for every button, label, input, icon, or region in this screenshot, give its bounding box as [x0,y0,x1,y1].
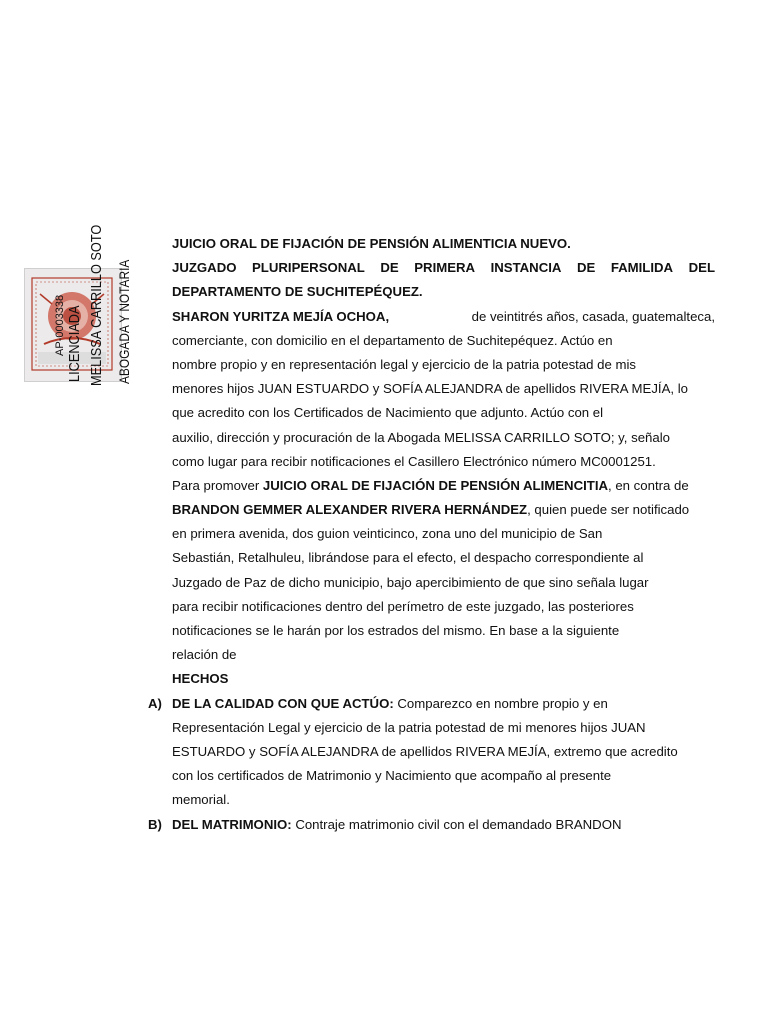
list-item-heading: DE LA CALIDAD CON QUE ACTÚO: [172,695,394,711]
paragraph-line: auxilio, dirección y procuración de la Abogada MELISSA CARRILLO SOTO; y, señalo [172,429,670,445]
paragraph-line: Juzgado de Paz de dicho municipio, bajo apercibimiento de que sino señala lugar [172,574,649,590]
paragraph-text: , en contra de [608,477,689,493]
paragraph-line [172,498,715,522]
list-label: A) [148,695,162,711]
paragraph-line: comerciante, con domicilio en el departamento de Suchitepéquez. Actúo en [172,332,613,348]
defendant-name: BRANDON GEMMER ALEXANDER RIVERA HERNÁNDEZ [172,502,528,518]
paragraph-line: Sebastián, Retalhuleu, librándose para el efecto, el despacho correspondiente al [172,550,644,566]
paragraph-line: como lugar para recibir notificaciones el Casillero Electrónico número MC0001251. [172,453,656,469]
court-word: DE [576,260,596,276]
court-word: PRIMERA [414,260,476,276]
list-label: B) [148,816,162,832]
paragraph-line: ESTUARDO y SOFÍA ALEJANDRA de apellidos RIVERA MEJÍA, extremo que acredito [172,743,678,759]
paragraph-line [172,305,715,329]
court-word: FAMILIDA [610,260,674,276]
paragraph-text: Para promover [172,477,260,493]
stamp-title: LICENCIADA [66,305,83,382]
court-line-2: DEPARTAMENTO DE SUCHITEPÉQUEZ. [172,284,423,300]
paragraph-line [172,474,715,498]
court-word: DE [380,260,399,276]
court-line-1 [172,256,715,280]
paragraph-text: Contraje matrimonio civil con el demandado BRANDON [295,816,622,832]
stamp-role: ABOGADA Y NOTARIA [116,259,132,384]
court-word: DEL [688,260,715,276]
notary-stamp [24,224,132,386]
stamp-name: MELISSA CARRILLO SOTO [88,224,105,386]
paragraph-line: en primera avenida, dos guion veinticinco, zona uno del municipio de San [172,526,603,542]
court-word: PLURIPERSONAL [252,260,365,276]
paragraph-line: memorial. [172,792,230,808]
paragraph-line: notificaciones se le harán por los estrados del mismo. En base a la siguiente [172,623,620,638]
plaintiff-name: SHARON YURITZA MEJÍA OCHOA, [172,308,390,324]
paragraph-line: que acredito con los Certificados de Nacimiento que adjunto. Actúo con el [172,405,604,421]
paragraph-line: para recibir notificaciones dentro del perímetro de este juzgado, las posteriores [172,598,634,614]
paragraph-text: Comparezco en nombre propio y en [397,695,608,711]
paragraph-text: , quien puede ser notificado [527,502,690,518]
list-item-b [148,813,715,837]
section-heading: HECHOS [172,671,229,687]
paragraph-line: con los certificados de Matrimonio y Nacimiento que acompaño al presente [172,768,612,784]
document-body [148,232,715,837]
paragraph-line: relación de [172,647,237,663]
paragraph-text: de veintitrés años, casada, guatemalteca, [471,308,715,324]
document-title: JUICIO ORAL DE FIJACIÓN DE PENSIÓN ALIMENTICIA NUEVO. [172,236,571,251]
stamp-code: AP-0003338 [54,294,66,356]
paragraph-line: Representación Legal y ejercicio de la patria potestad de mi menores hijos JUAN [172,719,646,735]
case-type: JUICIO ORAL DE FIJACIÓN DE PENSIÓN ALIMENCITIA [262,477,609,493]
list-item-heading: DEL MATRIMONIO: [172,816,292,832]
paragraph-line: nombre propio y en representación legal y ejercicio de la patria potestad de mis [172,356,637,372]
list-item-a [148,692,715,716]
court-word: JUZGADO [172,260,237,276]
court-word: INSTANCIA [490,260,562,276]
paragraph-line: menores hijos JUAN ESTUARDO y SOFÍA ALEJANDRA de apellidos RIVERA MEJÍA, lo [172,381,688,397]
